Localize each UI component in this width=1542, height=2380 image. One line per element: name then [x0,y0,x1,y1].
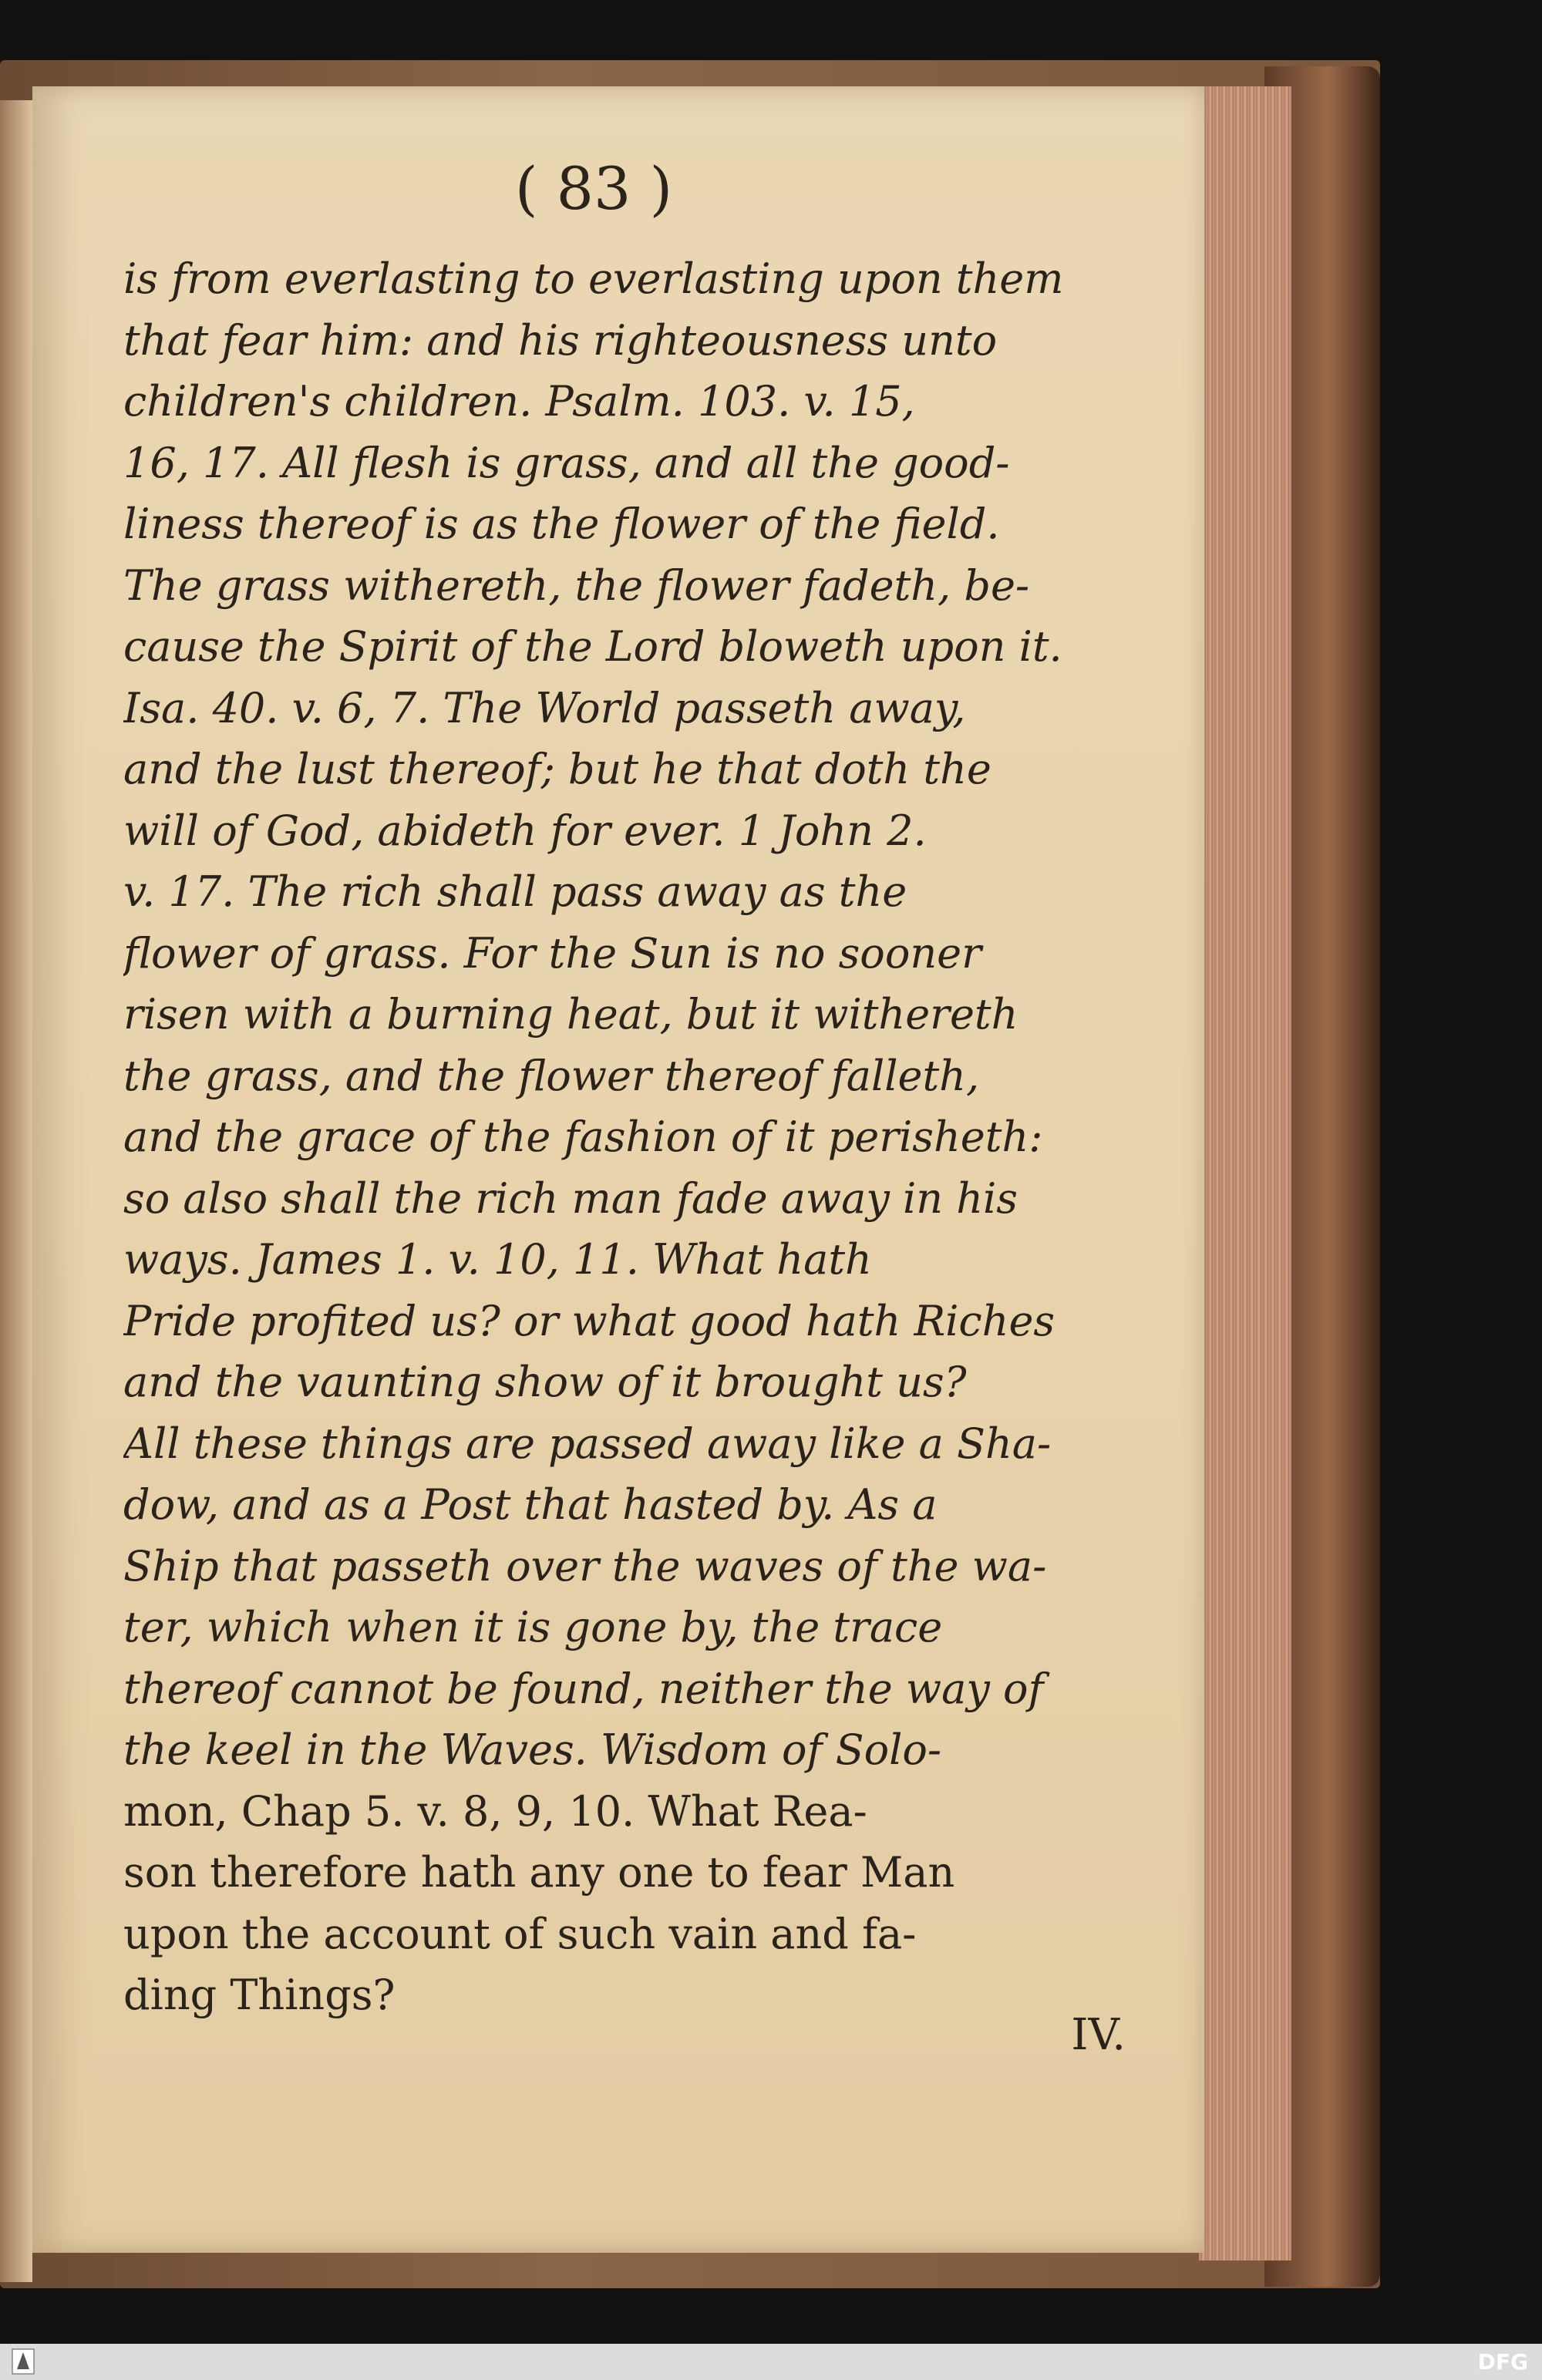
page-number: ( 83 ) [514,154,673,223]
text-line: Pride profited us? or what good hath Riches [123,1296,1055,1345]
page-edges [1199,86,1291,2260]
text-line: liness thereof is as the flower of the field. [123,500,1000,548]
text-line: and the grace of the fashion of it perisheth: [123,1113,1043,1161]
text-line: son therefore hath any one to fear Man [123,1848,955,1897]
text-line: v. 17. The rich shall pass away as the [123,867,907,916]
text-line: upon the account of such vain and fa- [123,1909,917,1958]
text-line: the grass, and the flower thereof falleth, [123,1051,980,1100]
text-line: children's children. Psalm. 103. v. 15, [123,377,915,426]
text-line: ding Things? [123,1971,396,2019]
text-line: will of God, abideth for ever. 1 John 2. [123,806,927,855]
text-line: Isa. 40. v. 6, 7. The World passeth away, [123,683,966,732]
text-line: mon, Chap 5. v. 8, 9, 10. What Rea- [123,1786,867,1836]
text-line: thereof cannot be found, neither the way of [123,1664,1044,1713]
text-line: The grass withereth, the flower fadeth, be- [123,560,1030,610]
dfg-logo: DFG [1477,2349,1528,2375]
text-line: so also shall the rich man fade away in his [123,1173,1018,1223]
text-line: and the vaunting show of it brought us? [123,1358,967,1406]
library-logo-icon [8,2346,39,2377]
left-page-edge [0,100,32,2282]
text-line: cause the Spirit of the Lord bloweth upon it. [123,622,1062,671]
viewer-footer-bar [0,2344,1542,2380]
text-line: and the lust thereof; but he that doth the [123,745,992,793]
text-line: All these things are passed away like a Sha- [123,1419,1052,1468]
text-line: Ship that passeth over the waves of the wa- [123,1541,1047,1591]
text-line: 16, 17. All flesh is grass, and all the good- [123,438,1010,487]
text-line: dow, and as a Post that hasted by. As a [123,1480,938,1529]
text-line: risen with a burning heat, but it withereth [123,990,1018,1039]
text-line: is from everlasting to everlasting upon them [123,254,1064,303]
catchword: IV. [1071,2010,1126,2060]
text-line: that fear him: and his righteousness unto [123,315,998,365]
page-text [123,248,1118,2026]
text-line: ter, which when it is gone by, the trace [123,1603,943,1651]
text-line: ways. James 1. v. 10, 11. What hath [123,1235,872,1284]
text-line: the keel in the Waves. Wisdom of Solo- [123,1725,942,1774]
text-line: flower of grass. For the Sun is no sooner [123,928,981,978]
